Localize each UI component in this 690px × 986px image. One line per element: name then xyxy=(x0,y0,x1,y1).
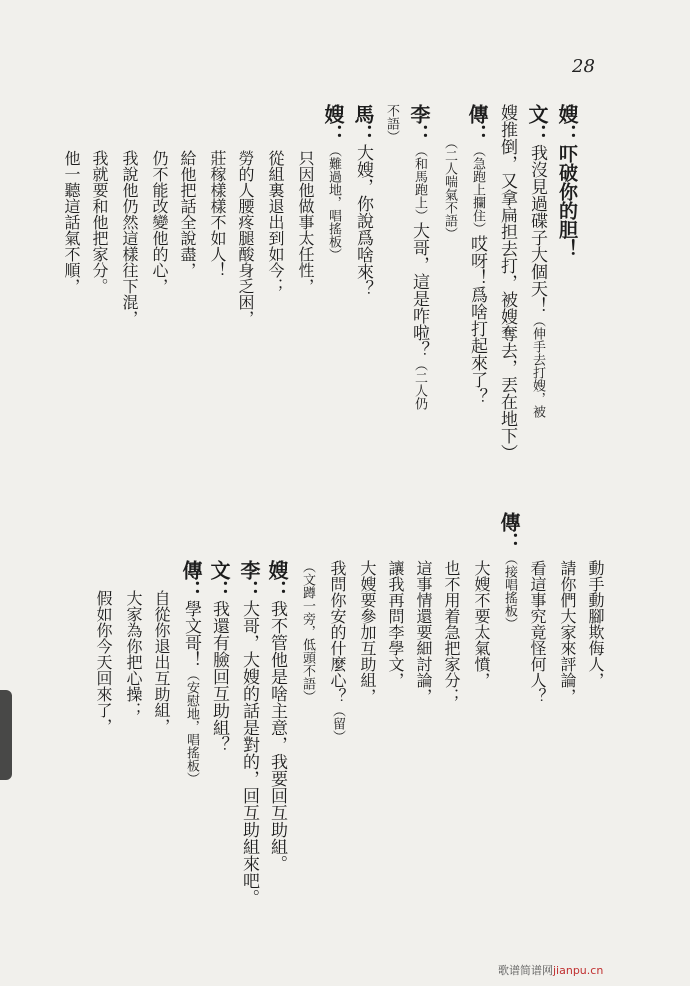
bottom-section-line xyxy=(556,560,578,704)
speaker-label: 傳： xyxy=(497,512,521,552)
watermark-cn: 歌谱简谱网 xyxy=(498,964,553,977)
speaker-label: 文： xyxy=(207,560,231,600)
top-section-line xyxy=(176,150,198,278)
speaker-label: 馬： xyxy=(351,104,375,144)
dialogue-text: 仍不能改變他的心， xyxy=(150,150,169,294)
dialogue-text: 我還有臉回互助組？ xyxy=(209,600,229,753)
bottom-section-line xyxy=(384,560,406,688)
dialogue-text: 請你們大家來評論， xyxy=(558,560,577,704)
dialogue-text: 嫂推倒，又拿扁担去打，被嫂奪去，丟在地下） xyxy=(497,104,517,461)
dialogue-text: 從組裏退出到如今； xyxy=(266,150,285,294)
top-section-line xyxy=(88,150,110,294)
bottom-section-line xyxy=(296,560,318,703)
dialogue-text: 看這事究竟怪何人？ xyxy=(528,560,547,704)
bottom-section-line xyxy=(238,560,260,906)
top-section-line xyxy=(408,104,430,410)
dialogue-text: 動手動腳欺侮人， xyxy=(586,560,605,688)
bottom-section-line xyxy=(326,560,348,743)
stage-direction: （接唱搖板） xyxy=(502,552,517,630)
dialogue-text: 莊稼樣樣不如人！ xyxy=(208,150,227,278)
stage-direction: （二人喘氣不語） xyxy=(442,136,457,240)
top-section-line xyxy=(556,104,578,258)
dialogue-text: 讓我再問李學文， xyxy=(386,560,405,688)
dialogue-text: 我就要和他把家分。 xyxy=(90,150,109,294)
bottom-section-line xyxy=(92,590,114,734)
top-section-line xyxy=(322,104,344,261)
bottom-section-line xyxy=(180,560,202,785)
dialogue-text: 吓破你的胆！ xyxy=(556,144,578,258)
bottom-section-line xyxy=(150,590,172,734)
speaker-label: 文： xyxy=(525,104,549,144)
top-section-line xyxy=(294,150,316,294)
speaker-label: 李： xyxy=(237,560,261,600)
speaker-label: 傳： xyxy=(179,560,203,600)
watermark xyxy=(498,962,603,978)
top-section-line xyxy=(466,104,488,405)
dialogue-text: 自從你退出互助組， xyxy=(152,590,171,734)
page-number: 28 xyxy=(572,56,595,77)
top-section-line xyxy=(148,150,170,294)
stage-direction: （伸手去打嫂，被 xyxy=(530,314,545,418)
dialogue-text: 哎呀！爲啥打起來了？ xyxy=(467,235,487,405)
bottom-section-line xyxy=(440,560,462,704)
speaker-label: 嫂： xyxy=(555,104,579,144)
dialogue-text: 這事情還要細討論， xyxy=(414,560,433,704)
top-section-line xyxy=(496,104,518,461)
bottom-section-line xyxy=(208,560,230,753)
stage-direction: （安慰地，唱搖板） xyxy=(184,668,199,785)
bottom-section-line xyxy=(412,560,434,704)
bottom-section-line xyxy=(266,560,288,872)
dialogue-text: 假如你今天回來了， xyxy=(94,590,113,734)
dialogue-text: 給他把話全說盡， xyxy=(178,150,197,278)
stage-direction: （急跑上攔住） xyxy=(470,144,485,235)
top-section-line xyxy=(234,150,256,326)
stage-direction: （文蹲一旁，低頭不語） xyxy=(300,560,315,703)
stage-direction: （留） xyxy=(330,704,345,743)
bottom-section-line xyxy=(122,590,144,718)
speaker-label: 嫂： xyxy=(321,104,345,144)
dialogue-text: 大嫂不要太氣憤， xyxy=(472,560,491,688)
dialogue-text: 大嫂，你說爲啥來？ xyxy=(353,144,373,297)
top-section-line xyxy=(206,150,228,278)
dialogue-text: 我沒見過碟子大個天！ xyxy=(527,144,547,314)
dialogue-text: 勞的人腰疼腿酸身乏困， xyxy=(236,150,255,326)
speaker-label: 李： xyxy=(407,104,431,144)
dialogue-text: 我不管他是啥主意，我要回互助組。 xyxy=(267,600,287,872)
scan-edge-shadow xyxy=(0,690,12,780)
bottom-section-line xyxy=(584,560,606,688)
speaker-label: 傳： xyxy=(465,104,489,144)
dialogue-text: 我說他仍然這樣往下混， xyxy=(120,150,139,326)
dialogue-text: 大哥，大嫂的話是對的，回互助組來吧。 xyxy=(239,600,259,906)
stage-direction: （二人仍 xyxy=(412,358,427,410)
watermark-latin: jianpu.cn xyxy=(553,964,604,977)
dialogue-text: 大嫂要參加互助組， xyxy=(358,560,377,704)
top-section-line xyxy=(380,104,402,143)
speaker-label: 嫂： xyxy=(265,560,289,600)
top-section-line xyxy=(60,150,82,294)
stage-direction: 不語） xyxy=(384,104,399,143)
dialogue-text: 他一聽這話氣不順， xyxy=(62,150,81,294)
bottom-section-line xyxy=(470,560,492,688)
bottom-section-line xyxy=(526,560,548,704)
top-section-line xyxy=(438,136,460,240)
dialogue-text: 大家為你把心操； xyxy=(124,590,143,718)
dialogue-text: 大哥，這是咋啦？ xyxy=(409,222,429,358)
dialogue-text: 只因他做事太任性， xyxy=(296,150,315,294)
top-section-line xyxy=(264,150,286,294)
stage-direction: （和馬跑上） xyxy=(412,144,427,222)
bottom-section-line xyxy=(498,512,520,630)
dialogue-text: 也不用着急把家分； xyxy=(442,560,461,704)
dialogue-text: 我問你安的什麼心？ xyxy=(328,560,347,704)
top-section-line xyxy=(526,104,548,418)
dialogue-text: 學文哥！ xyxy=(181,600,201,668)
bottom-section-line xyxy=(356,560,378,704)
stage-direction: （難過地，唱搖板） xyxy=(326,144,341,261)
top-section-line xyxy=(352,104,374,297)
top-section-line xyxy=(118,150,140,326)
